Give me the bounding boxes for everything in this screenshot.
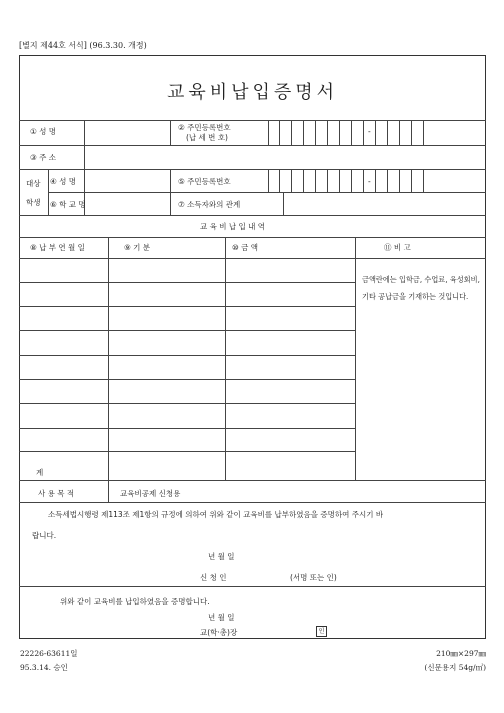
grid-line <box>303 169 304 192</box>
grid-line <box>355 237 356 480</box>
request-text-line1: 소득세법시행령 제113조 제1항의 규정에 의하여 위와 같이 교육비를 납부하였음을 증명하여 주시기 바 <box>48 510 384 519</box>
grid-line <box>19 428 355 429</box>
col-date-header: ⑧ 납 부 연 월 일 <box>30 243 85 252</box>
grid-line <box>19 403 355 404</box>
address-label: ③ 주 소 <box>30 153 56 162</box>
col-note-header: ⑪ 비 고 <box>384 243 411 252</box>
grid-line <box>279 169 280 192</box>
grid-line <box>19 502 486 503</box>
tax-no-label: (납 세 번 호) <box>186 133 228 142</box>
grid-line <box>19 355 355 356</box>
grid-line <box>351 169 352 192</box>
grid-line <box>84 145 85 169</box>
grid-line <box>327 169 328 192</box>
student-id-dash: - <box>368 177 371 186</box>
student-group-label-2: 학생 <box>26 198 41 207</box>
purpose-value: 교육비공제 신청용 <box>120 489 181 498</box>
grid-line <box>375 169 376 192</box>
grid-line <box>19 237 486 238</box>
grid-line <box>411 120 412 145</box>
col-amount-header: ⑩ 금 액 <box>232 243 258 252</box>
grid-line <box>315 169 316 192</box>
col-type-header: ⑨ 기 분 <box>124 243 150 252</box>
total-label: 계 <box>36 468 44 477</box>
approval-date: 95.3.14. 승인 <box>20 663 68 672</box>
school-head-label: 교(학·총)장 <box>200 628 238 637</box>
grid-line <box>170 169 171 215</box>
grid-line <box>387 169 388 192</box>
details-section-title: 교 육 비 납 입 내 역 <box>200 222 266 231</box>
purpose-label: 사 용 목 적 <box>38 489 75 498</box>
grid-line <box>363 120 364 145</box>
grid-line <box>387 120 388 145</box>
certification-date: 년 월 일 <box>208 613 235 622</box>
grid-line <box>19 379 355 380</box>
grid-line <box>315 120 316 145</box>
grid-line <box>19 586 486 587</box>
grid-line <box>48 169 49 215</box>
grid-line <box>19 282 355 283</box>
form-frame <box>19 55 486 639</box>
student-id-label: ⑤ 주민등록번호 <box>178 177 231 186</box>
grid-line <box>19 169 486 170</box>
grid-line <box>268 120 269 145</box>
form-header: [별지 제44호 서식] (96.3.30. 개정) <box>19 41 147 50</box>
seal-mark: 인 <box>316 626 327 637</box>
grid-line <box>399 120 400 145</box>
request-text-line2: 랍니다. <box>32 531 57 540</box>
student-group-label-1: 대상 <box>26 179 41 188</box>
grid-line <box>19 306 355 307</box>
grid-line <box>423 169 424 192</box>
form-number: 22226-63611일 <box>20 649 78 658</box>
grid-line <box>291 120 292 145</box>
page-title: 교육비납입증명서 <box>166 82 339 103</box>
grid-line <box>108 237 109 480</box>
grid-line <box>327 120 328 145</box>
school-label: ⑥ 학 교 명 <box>50 200 86 209</box>
grid-line <box>108 480 109 502</box>
grid-line <box>411 169 412 192</box>
grid-line <box>339 120 340 145</box>
grid-line <box>291 169 292 192</box>
grid-line <box>84 120 85 145</box>
grid-line <box>19 145 486 146</box>
grid-line <box>170 120 171 145</box>
grid-line <box>19 215 486 216</box>
request-date: 년 월 일 <box>208 552 235 561</box>
grid-line <box>399 169 400 192</box>
grid-line <box>283 192 284 215</box>
name-label: ① 성 명 <box>30 127 56 136</box>
relation-label: ⑦ 소득자와의 관계 <box>178 200 241 209</box>
grid-line <box>351 120 352 145</box>
grid-line <box>19 330 355 331</box>
grid-line <box>19 451 355 452</box>
applicant-sign-label: 신 청 인 <box>200 573 227 582</box>
grid-line <box>279 120 280 145</box>
grid-line <box>48 192 486 193</box>
grid-line <box>19 120 486 121</box>
note-text: 금액란에는 입학금, 수업료, 육성회비, 기타 공납금을 기재하는 것입니다. <box>362 275 480 301</box>
student-name-label: ④ 성 명 <box>50 177 76 186</box>
grid-line <box>423 120 424 145</box>
grid-line <box>225 237 226 480</box>
id-label: ② 주민등록번호 <box>178 123 231 132</box>
grid-line <box>339 169 340 192</box>
grid-line <box>19 258 486 259</box>
grid-line <box>268 169 269 192</box>
grid-line <box>19 480 486 481</box>
grid-line <box>363 169 364 192</box>
grid-line <box>375 120 376 145</box>
certification-text: 위와 같이 교육비를 납입하였음을 증명합니다. <box>60 597 210 606</box>
paper-size: 210㎜×297㎜ <box>436 649 486 658</box>
paper-type: (신문용지 54g/㎡) <box>424 663 486 672</box>
id-dash: - <box>368 127 371 136</box>
grid-line <box>303 120 304 145</box>
sign-or-seal-label: (서명 또는 인) <box>290 573 337 582</box>
